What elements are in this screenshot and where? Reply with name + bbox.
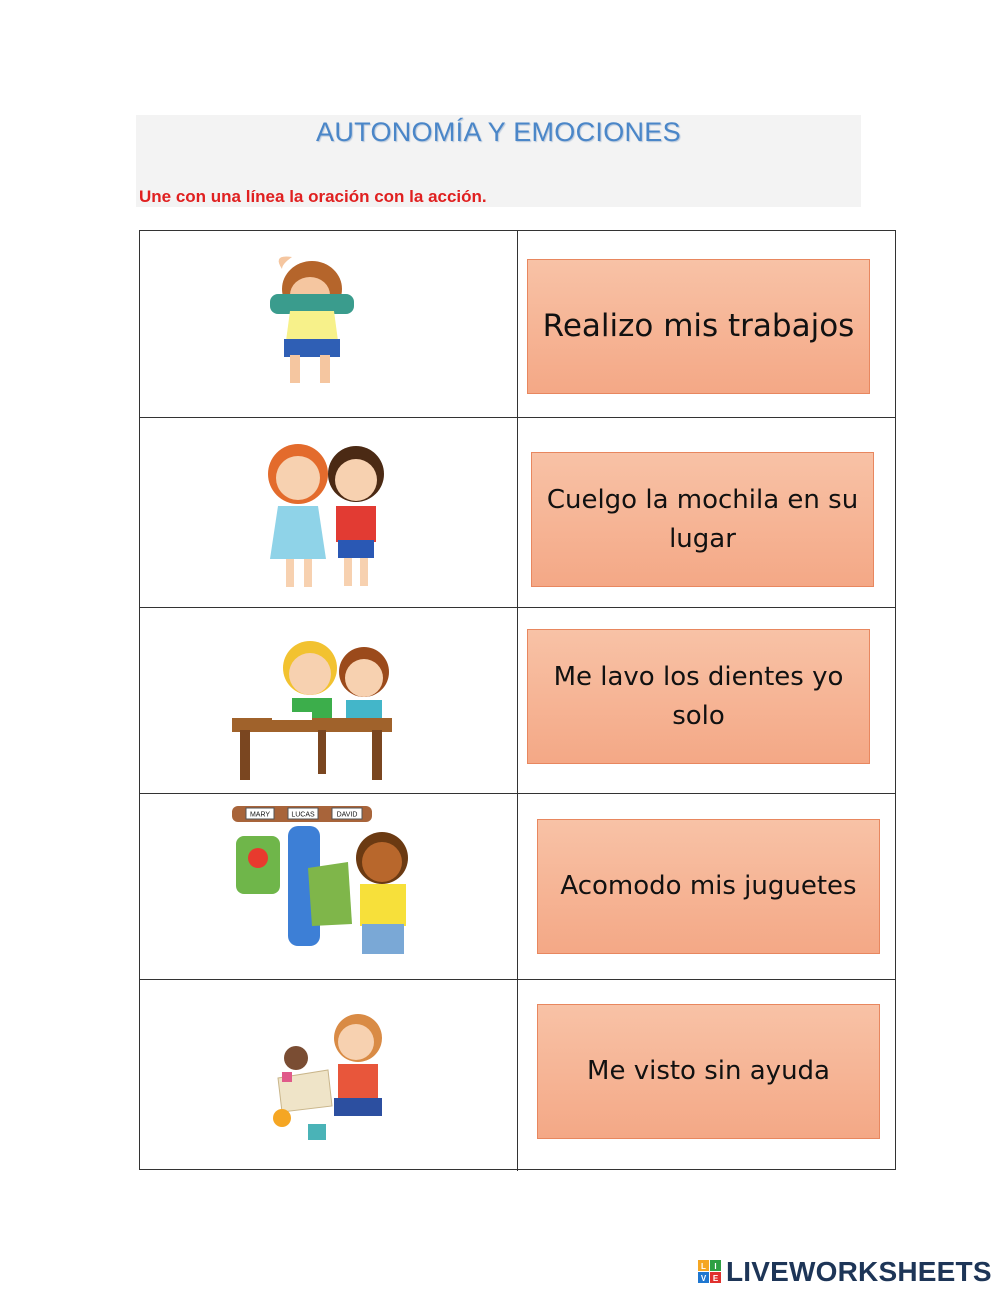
action-card[interactable]: Cuelgo la mochila en su lugar [531, 452, 874, 587]
children-brushing-teeth-illustration [248, 434, 408, 594]
table-row [140, 794, 895, 980]
action-card[interactable]: Me lavo los dientes yo solo [527, 629, 870, 764]
picture-cell [140, 794, 518, 979]
action-cell [518, 794, 895, 979]
picture-cell [140, 418, 518, 607]
liveworksheets-badge-icon [698, 1260, 722, 1284]
svg-text:V: V [700, 1274, 707, 1283]
child-dressing-illustration [252, 249, 372, 394]
svg-text:I: I [714, 1262, 717, 1271]
table-row [140, 608, 895, 794]
worksheet-header [136, 115, 861, 207]
action-cell [518, 980, 895, 1171]
svg-text:L: L [701, 1262, 706, 1271]
children-doing-schoolwork-illustration [232, 626, 422, 784]
action-card[interactable]: Me visto sin ayuda [537, 1004, 880, 1139]
table-row [140, 418, 895, 608]
picture-cell [140, 231, 518, 417]
action-card[interactable]: Realizo mis trabajos [527, 259, 870, 394]
hook-label: LUCAS [291, 811, 315, 819]
action-cell [518, 418, 895, 607]
svg-text:E: E [712, 1274, 719, 1283]
hook-label: DAVID [336, 811, 358, 819]
child-hanging-backpack-illustration [232, 806, 422, 966]
liveworksheets-logo[interactable] [698, 1255, 992, 1289]
picture-cell [140, 980, 518, 1171]
worksheet-title: AUTONOMÍA Y EMOCIONES [316, 117, 681, 147]
action-cell [518, 608, 895, 793]
table-row [140, 980, 895, 1171]
table-row [140, 231, 895, 418]
hook-label: MARY [249, 811, 271, 819]
picture-cell [140, 608, 518, 793]
child-tidying-toys-illustration [268, 1008, 403, 1148]
worksheet-instruction: Une con una línea la oración con la acción. [139, 187, 487, 206]
liveworksheets-wordmark: LIVEWORKSHEETS [726, 1256, 992, 1287]
action-card[interactable]: Acomodo mis juguetes [537, 819, 880, 954]
matching-table [139, 230, 896, 1170]
action-cell [518, 231, 895, 417]
